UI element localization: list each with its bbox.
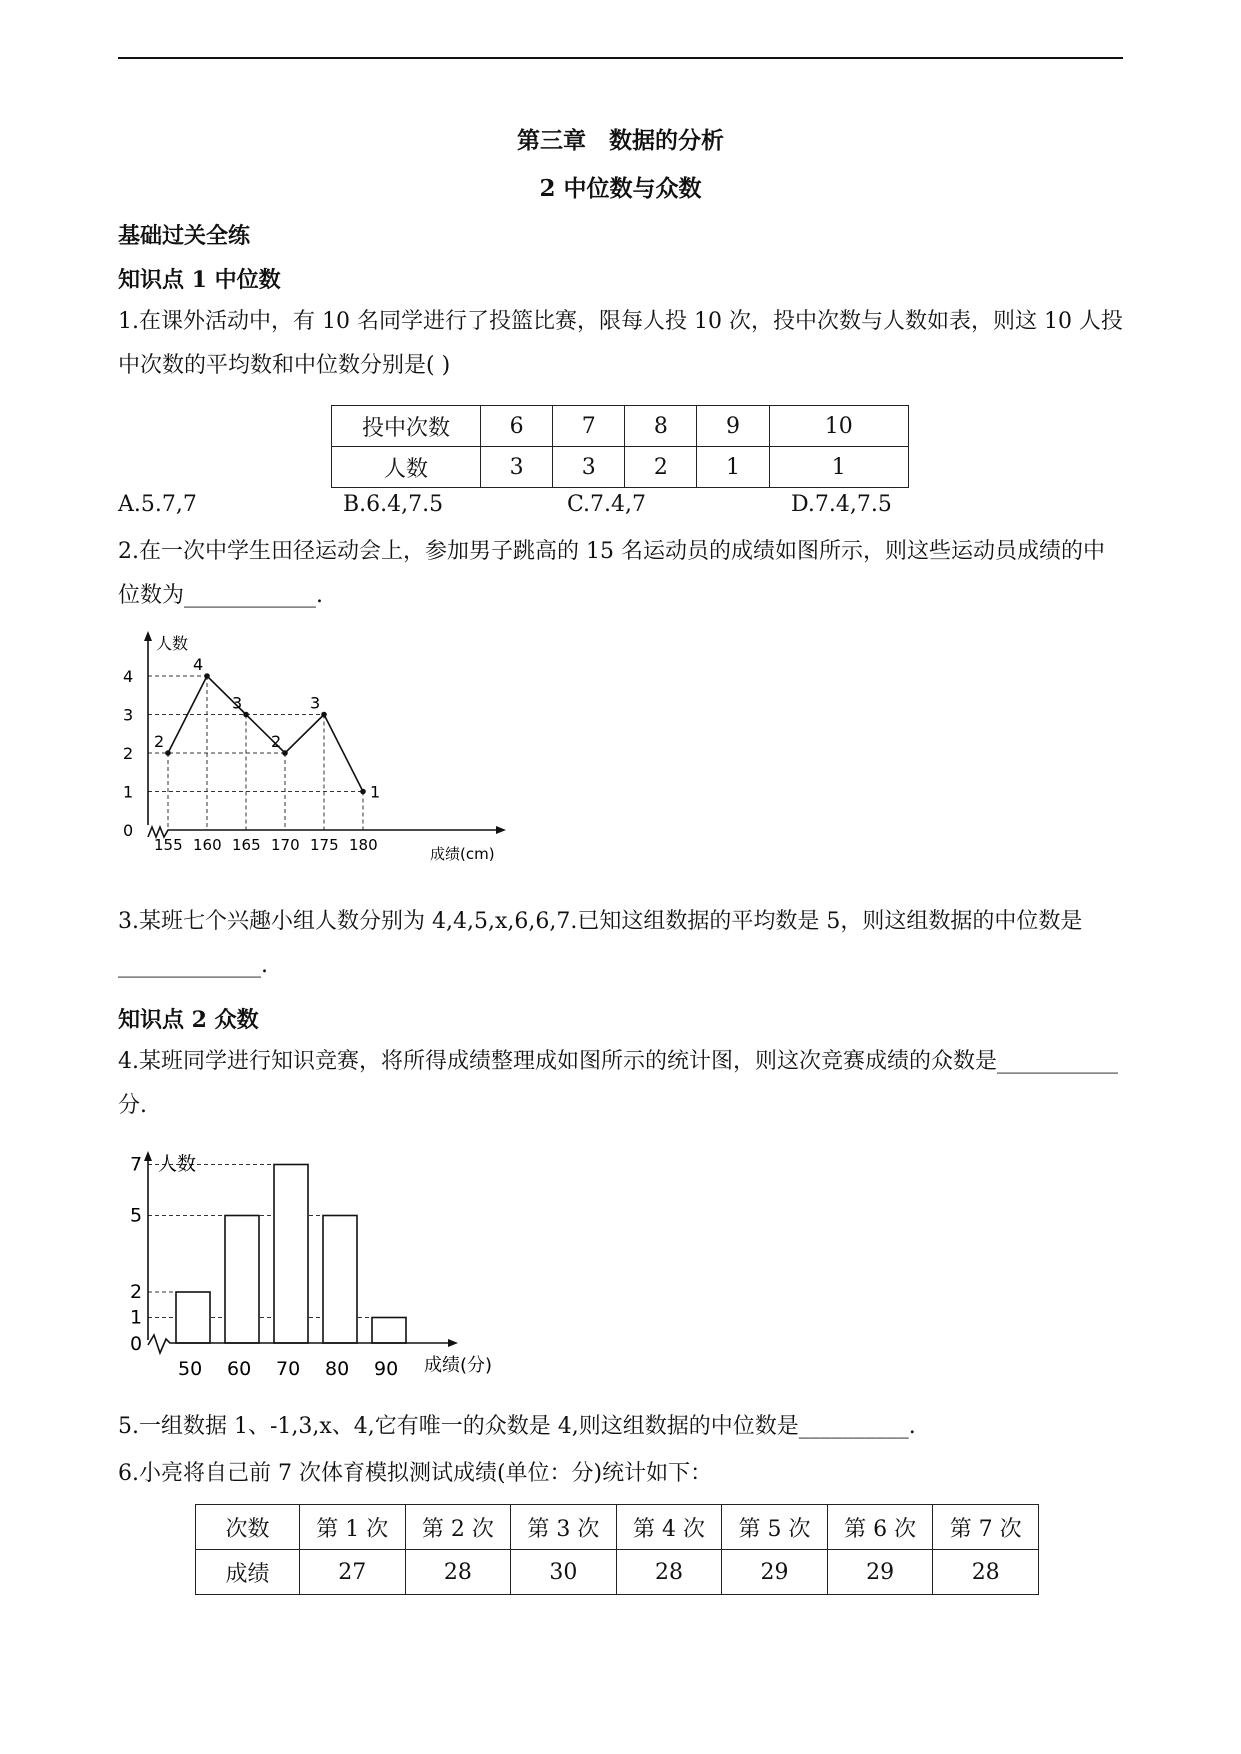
series-line	[168, 676, 363, 792]
table-cell: 第 6 次	[827, 1505, 933, 1550]
choice-d: D.7.4,7.5	[791, 492, 892, 517]
x-tick-label: 80	[325, 1358, 350, 1380]
x-tick-label: 175	[310, 836, 339, 854]
table-cell: 第 3 次	[511, 1505, 617, 1550]
table-row	[332, 406, 909, 447]
y-tick-label: 1	[130, 1306, 143, 1329]
bar	[372, 1318, 406, 1344]
y-tick-label: 4	[123, 667, 134, 686]
x-tick-label: 170	[271, 836, 300, 854]
bar-chart	[118, 1145, 518, 1390]
table-cell: 人数	[332, 447, 481, 488]
x-tick-label: 180	[349, 836, 378, 854]
y-axis-arrow	[144, 631, 152, 641]
table-cell: 29	[722, 1550, 828, 1595]
data-point	[360, 789, 366, 795]
table-cell: 28	[405, 1550, 511, 1595]
x-tick-label: 90	[374, 1358, 399, 1380]
table-row	[196, 1550, 1039, 1595]
table-cell: 成绩	[196, 1550, 300, 1595]
table-cell: 10	[769, 406, 909, 447]
table-cell: 6	[481, 406, 553, 447]
table-cell: 8	[625, 406, 697, 447]
question-1-table	[331, 405, 909, 488]
question-2-text: 2.在一次中学生田径运动会上，参加男子跳高的 15 名运动员的成绩如图所示，则这些运动员成绩的中位数为____________.	[118, 539, 1105, 608]
y-tick-label: 0	[130, 1333, 143, 1355]
x-tick-label: 60	[227, 1358, 252, 1380]
question-3-text: 3.某班七个兴趣小组人数分别为 4,4,5,x,6,6,7.已知这组数据的平均数是 5，则这组数据的中位数是_____________.	[118, 909, 1083, 978]
y-tick-label: 0	[123, 821, 134, 840]
bar	[323, 1216, 357, 1344]
data-point	[282, 750, 288, 756]
table-cell: 第 7 次	[933, 1505, 1039, 1550]
y-axis-arrow	[144, 1151, 152, 1161]
y-axis-label: 人数	[158, 1153, 197, 1175]
x-tick-label: 155	[154, 836, 183, 854]
data-label: 1	[370, 782, 381, 802]
x-tick-label: 160	[193, 836, 222, 854]
x-tick-label: 165	[232, 836, 261, 854]
choice-a: A.5.7,7	[118, 492, 197, 517]
table-cell: 27	[300, 1550, 406, 1595]
table-cell: 28	[933, 1550, 1039, 1595]
table-cell: 3	[553, 447, 625, 488]
table-cell: 1	[769, 447, 909, 488]
chapter-title: 第三章 数据的分析	[517, 127, 724, 154]
question-5-text: 5.一组数据 1、-1,3,x、4,它有唯一的众数是 4,则这组数据的中位数是__________.	[118, 1414, 916, 1439]
y-tick-label: 2	[123, 744, 134, 763]
y-tick-label: 3	[123, 705, 134, 725]
section-title: 2 中位数与众数	[539, 175, 702, 202]
data-label: 2	[271, 732, 282, 751]
data-label: 3	[232, 693, 243, 713]
y-tick-label: 2	[130, 1281, 143, 1303]
choice-b: B.6.4,7.5	[343, 492, 444, 517]
table-cell: 次数	[196, 1505, 300, 1550]
data-point	[165, 750, 171, 756]
y-tick-label: 1	[123, 782, 134, 802]
x-tick-label: 50	[178, 1358, 203, 1380]
y-tick-label: 5	[130, 1204, 143, 1227]
data-label: 2	[154, 732, 165, 751]
knowledge-point-1: 知识点 1 中位数	[118, 267, 281, 293]
table-cell: 9	[697, 406, 769, 447]
table-cell: 第 4 次	[616, 1505, 722, 1550]
y-axis-label: 人数	[156, 634, 189, 653]
table-cell: 2	[625, 447, 697, 488]
table-cell: 30	[511, 1550, 617, 1595]
question-1-text: 1.在课外活动中，有 10 名同学进行了投篮比赛，限每人投 10 次，投中次数与人数如表，则这 10 人投中次数的平均数和中位数分别是( )	[118, 309, 1123, 378]
table-cell: 28	[616, 1550, 722, 1595]
data-point	[321, 712, 327, 718]
question-6-table	[195, 1504, 1039, 1595]
data-point	[243, 712, 249, 718]
choice-c: C.7.4,7	[567, 492, 647, 517]
x-axis-label: 成绩(cm)	[430, 845, 495, 863]
x-tick-label: 70	[276, 1358, 301, 1380]
data-label: 4	[193, 655, 204, 674]
x-axis-arrow	[496, 826, 506, 834]
x-axis-label: 成绩(分)	[424, 1355, 493, 1376]
data-point	[204, 673, 210, 679]
table-cell: 第 1 次	[300, 1505, 406, 1550]
bar	[225, 1216, 259, 1344]
table-cell: 3	[481, 447, 553, 488]
table-cell: 29	[827, 1550, 933, 1595]
table-cell: 第 5 次	[722, 1505, 828, 1550]
y-tick-label: 7	[130, 1153, 143, 1176]
table-cell: 1	[697, 447, 769, 488]
bar	[274, 1165, 308, 1344]
table-row	[332, 447, 909, 488]
part-title: 基础过关全练	[118, 223, 251, 249]
table-cell: 投中次数	[332, 406, 481, 447]
x-axis-arrow	[448, 1339, 458, 1347]
question-6-text: 6.小亮将自己前 7 次体育模拟测试成绩(单位：分)统计如下：	[118, 1461, 713, 1486]
question-4-text: 4.某班同学进行知识竞赛，将所得成绩整理成如图所示的统计图，则这次竞赛成绩的众数是___________分.	[118, 1049, 1118, 1118]
header-rule	[118, 57, 1123, 59]
bar	[176, 1292, 210, 1343]
table-cell: 第 2 次	[405, 1505, 511, 1550]
table-row	[196, 1505, 1039, 1550]
knowledge-point-2: 知识点 2 众数	[118, 1007, 259, 1033]
line-chart	[118, 625, 518, 870]
data-label: 3	[310, 693, 321, 713]
table-cell: 7	[553, 406, 625, 447]
